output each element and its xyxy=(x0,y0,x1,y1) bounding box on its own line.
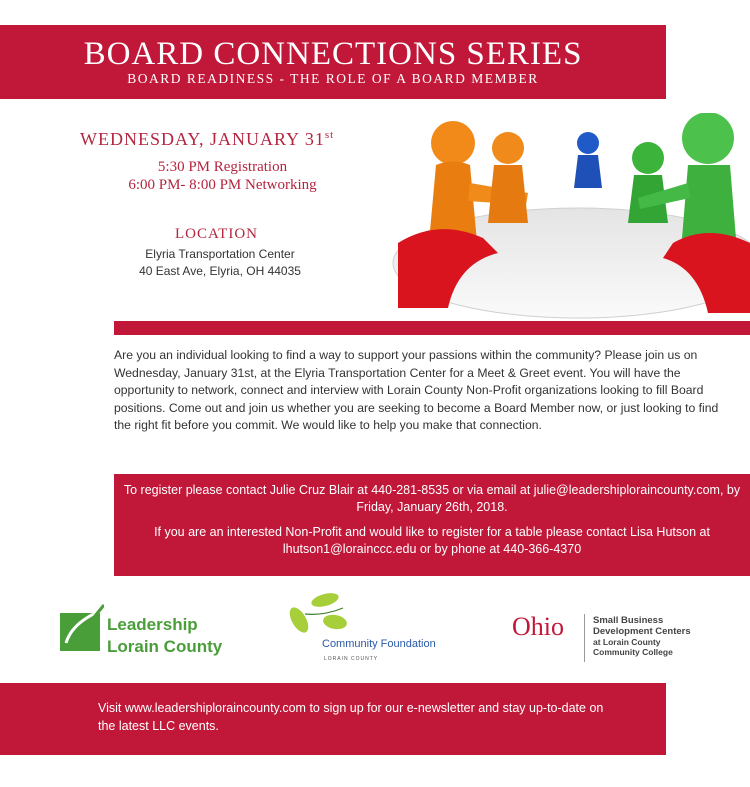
newsletter-text: Visit www.leadershiplorainсounty.com to sign up for our e-newsletter and stay up-to-date on the latest LLC events. xyxy=(98,701,604,733)
divider-bar xyxy=(114,321,750,335)
nonprofit-registration-text: If you are an interested Non-Profit and would like to register for a table please contact Lisa Hutson at lhutson1@lorainccc.edu or by phone at 440-366-4370 xyxy=(154,525,710,556)
page-title: BOARD CONNECTIONS SERIES xyxy=(83,36,583,72)
venue-name: Elyria Transportation Center xyxy=(145,247,295,261)
event-times xyxy=(110,158,335,194)
leaf-icon xyxy=(285,592,355,636)
header-banner xyxy=(0,25,666,99)
community-foundation-subtitle: LORAIN COUNTY xyxy=(324,656,379,662)
sbdc-logo: Small Business Development Centers at Lorain County Community College xyxy=(593,615,691,657)
event-description: Are you an individual looking to find a way to support your passions within the community? Please join us on Wednesday, January 31st, at the Elyria Transportation Center for a Meet & Greet event. You will have the opportunity to network, connect and interview with Lorain County Non-Profit organizations looking to fill Board positions. Come out and join us whether you are seeking to become a Board Member now, or just looking to find the right fit before you commit. We would like to help you make that connection. xyxy=(114,348,719,432)
location-heading: LOCATION xyxy=(175,226,258,242)
location-address xyxy=(130,246,310,280)
event-date: WEDNESDAY, JANUARY 31st xyxy=(80,129,335,149)
street-address: 40 East Ave, Elyria, OH 44035 xyxy=(139,264,301,278)
ohio-logo: Ohio xyxy=(512,612,564,641)
footer-banner xyxy=(0,683,666,755)
leadership-lorain-county-logo: Leadership Lorain County xyxy=(107,615,223,656)
community-foundation-logo: Community Foundation xyxy=(322,638,436,650)
logo-divider xyxy=(584,614,585,662)
individual-registration-text: To register please contact Julie Cruz Blair at 440-281-8535 or via email at julie@leadershiplorainсounty.com, by Friday, January 26th, 2018. xyxy=(123,483,741,514)
leadership-lorain-county-logo-icon xyxy=(60,603,104,651)
networking-time: 6:00 PM- 8:00 PM Networking xyxy=(128,177,317,193)
registration-time: 5:30 PM Registration xyxy=(157,159,288,175)
meeting-figures-image xyxy=(388,113,750,323)
page-subtitle: BOARD READINESS - THE ROLE OF A BOARD MEMBER xyxy=(127,71,539,86)
registration-box xyxy=(114,474,750,576)
